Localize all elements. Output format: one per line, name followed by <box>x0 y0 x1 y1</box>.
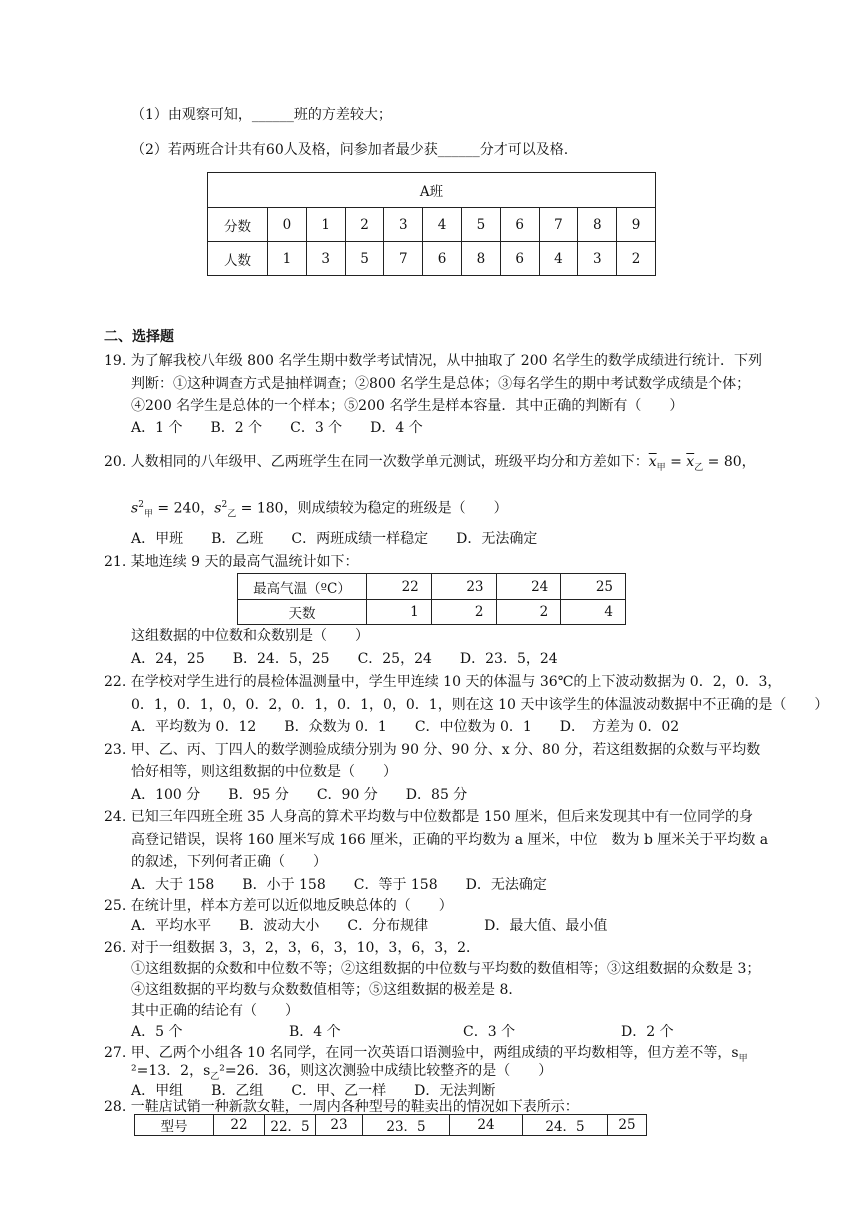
var-jia-sup: 2 <box>138 500 144 510</box>
table-cell: 2 <box>431 600 496 625</box>
table-row-scores <box>208 208 656 242</box>
table-cell: 1 <box>306 208 345 242</box>
row-label: 分数 <box>208 208 268 242</box>
table-cell: 24 <box>450 1115 523 1136</box>
table-cell: 2 <box>345 208 384 242</box>
q23-options: A．100 分 B．95 分 C．90 分 D．85 分 <box>131 787 468 803</box>
table-cell: 8 <box>578 208 617 242</box>
table-cell: 7 <box>384 242 423 276</box>
q19-line3: ④200 名学生是总体的一个样本；⑤200 名学生是样本容量．其中正确的判断有（ ） <box>131 398 684 414</box>
shoe-size-table <box>134 1114 647 1136</box>
table-cell: 4 <box>423 208 462 242</box>
q23-line1: 23. 甲、乙、丙、丁四人的数学测验成绩分别为 90 分、90 分、x 分、80 分，若这组数据的众数与平均数 <box>104 742 761 758</box>
q24-line2: 高登记错误，误将 160 厘米写成 166 厘米，正确的平均数为 a 厘米，中位 数为 b 厘米关于平均数 a <box>131 832 769 848</box>
row-label: 天数 <box>238 600 367 625</box>
var-yi-sup: 2 <box>221 500 228 510</box>
q26-option-c: C．3 个 <box>463 1024 516 1040</box>
q18-sub1: （1）由观察可知，______班的方差较大； <box>131 107 392 123</box>
q20-tail: ，则成绩较为稳定的班级是（ ） <box>283 500 508 517</box>
var-jia-s: s <box>131 500 139 517</box>
q27-options: A．甲组 B．乙组 C．甲、乙一样 D．无法判断 <box>131 1083 496 1099</box>
q24-line3: 的叙述，下列何者正确（ ） <box>131 854 327 870</box>
table-cell: 5 <box>461 208 500 242</box>
table-cell: 22 <box>367 574 432 600</box>
table-cell: 0 <box>268 208 307 242</box>
table-cell: 4 <box>539 242 578 276</box>
table-cell: 3 <box>578 242 617 276</box>
table-row-sizes <box>135 1115 647 1136</box>
table-cell: 2 <box>617 242 656 276</box>
q27-sub-yi: 乙 <box>210 1071 220 1082</box>
table-cell: 25 <box>608 1115 647 1136</box>
q21-line1: 21. 某地连续 9 天的最高气温统计如下： <box>104 554 359 570</box>
var-jia-sub: 甲 <box>143 509 153 520</box>
q20-text: 20. 人数相同的八年级甲、乙两班学生在同一次数学单元测试，班级平均分和方差如下： <box>104 454 649 470</box>
temperature-table <box>237 573 626 625</box>
row-label: 人数 <box>208 242 268 276</box>
q26-line4: 其中正确的结论有（ ） <box>131 1003 299 1019</box>
q22-line1: 22. 在学校对学生进行的晨检体温测量中，学生甲连续 10 天的体温与 36℃的上下波动数据为 0．2，0．3， <box>104 674 782 690</box>
q20-options: A．甲班 B．乙班 C．两班成绩一样稳定 D．无法确定 <box>131 531 538 547</box>
table-cell: 8 <box>461 242 500 276</box>
table-cell: 1 <box>367 600 432 625</box>
table-cell: 4 <box>561 600 626 625</box>
table-cell: 6 <box>500 242 539 276</box>
table-cell: 6 <box>500 208 539 242</box>
q26-option-d: D．2 个 <box>621 1024 674 1040</box>
q19-line2: 判断：①这种调查方式是抽样调查；②800 名学生是总体；③每名学生的期中考试数学成绩是个体； <box>131 376 751 392</box>
q22-line2: 0．1，0．1，0，0．2，0．1，0．1，0，0．1，则在这 10 天中该学生的体温波动数据中不正确的是（ ） <box>131 697 829 713</box>
q21-line2: 这组数据的中位数和众数别是（ ） <box>131 628 369 644</box>
var-yi-sub: 乙 <box>227 509 237 520</box>
mean-yi: $\overline{x}$ <box>686 454 695 470</box>
section-heading: 二、选择题 <box>104 329 174 345</box>
table-cell: 6 <box>423 242 462 276</box>
table-cell: 9 <box>617 208 656 242</box>
var-jia-value: = 240， <box>152 500 215 517</box>
q26-line2: ①这组数据的众数和中位数不等；②这组数据的中位数与平均数的数值相等；③这组数据的众数是 3； <box>131 961 761 977</box>
q26-option-a: A．5 个 <box>131 1024 183 1040</box>
q26-line3: ④这组数据的平均数与众数数值相等；⑤这组数据的极差是 8． <box>131 982 523 998</box>
q28-line1: 28. 一鞋店试销一种新款女鞋，一周内各种型号的鞋卖出的情况如下表所示： <box>104 1099 579 1115</box>
mean-jia: $\overline{x}$ <box>648 454 657 470</box>
q22-options: A．平均数为 0．12 B．众数为 0．1 C．中位数为 0．1 D． 方差为 0．02 <box>131 719 680 735</box>
table-cell: 22 <box>214 1115 265 1136</box>
q27-var-yi: ²=26．36，则这次测验中成绩比较整齐的是（ ） <box>219 1063 553 1079</box>
q19-options: A．1 个 B．2 个 C．3 个 D．4 个 <box>131 420 423 436</box>
q20-line1 <box>104 453 756 477</box>
q27-text: 27. 甲、乙两个小组各 10 名同学，在同一次英语口语测验中，两组成绩的平均数相等，但方差不等，s <box>104 1045 739 1061</box>
table-cell: 23 <box>431 574 496 600</box>
table-cell: 3 <box>306 242 345 276</box>
q26-option-b: B．4 个 <box>289 1024 341 1040</box>
mean-value: = 80， <box>703 454 756 470</box>
table-cell: 24 <box>496 574 561 600</box>
q21-options: A．24，25 B．24．5，25 C．25，24 D．23．5，24 <box>131 651 558 667</box>
q20-line2 <box>131 496 508 523</box>
q23-line2: 恰好相等，则这组数据的中位数是（ ） <box>131 764 397 780</box>
table-cell: 5 <box>345 242 384 276</box>
q27-sub-jia: 甲 <box>738 1053 748 1064</box>
q25-line1: 25. 在统计里，样本方差可以近似地反映总体的（ ） <box>104 898 453 914</box>
table-row-counts <box>208 242 656 276</box>
table-row-days <box>238 600 626 625</box>
sub-jia: 甲 <box>656 462 666 473</box>
table-cell: 23．5 <box>363 1115 450 1136</box>
score-table-a <box>207 172 656 276</box>
var-yi-value: = 180 <box>236 500 284 517</box>
q24-options: A．大于 158 B．小于 158 C．等于 158 D．无法确定 <box>131 877 547 893</box>
q27-var-jia: ²=13．2，s <box>131 1063 211 1079</box>
table-cell: 1 <box>268 242 307 276</box>
table-cell: 22．5 <box>265 1115 316 1136</box>
q24-line1: 24. 已知三年四班全班 35 人身高的算术平均数与中位数都是 150 厘米，但后来发现其中有一位同学的身 <box>104 809 754 825</box>
row-label: 最高气温（ºC） <box>238 574 367 600</box>
eq-sign: = <box>665 454 687 470</box>
q18-sub2: （2）若两班合计共有60人及格，问参加者最少获______分才可以及格. <box>131 142 569 158</box>
table-cell: 2 <box>496 600 561 625</box>
var-yi-s: s <box>214 500 222 517</box>
table-cell: 25 <box>561 574 626 600</box>
table-title: A班 <box>208 173 656 208</box>
table-cell: 7 <box>539 208 578 242</box>
q19-line1: 19. 为了解我校八年级 800 名学生期中数学考试情况，从中抽取了 200 名学生的数学成绩进行统计．下列 <box>104 353 762 369</box>
q26-line1: 26. 对于一组数据 3，3，2，3，6，3，10，3，6，3，2． <box>104 940 481 956</box>
row-label: 型号 <box>135 1115 214 1136</box>
table-cell: 24．5 <box>523 1115 608 1136</box>
sub-yi: 乙 <box>694 462 704 473</box>
table-row-temps <box>238 574 626 600</box>
table-cell: 3 <box>384 208 423 242</box>
table-cell: 23 <box>316 1115 363 1136</box>
q25-options: A．平均水平 B．波动大小 C．分布规律 D．最大值、最小值 <box>131 918 608 934</box>
